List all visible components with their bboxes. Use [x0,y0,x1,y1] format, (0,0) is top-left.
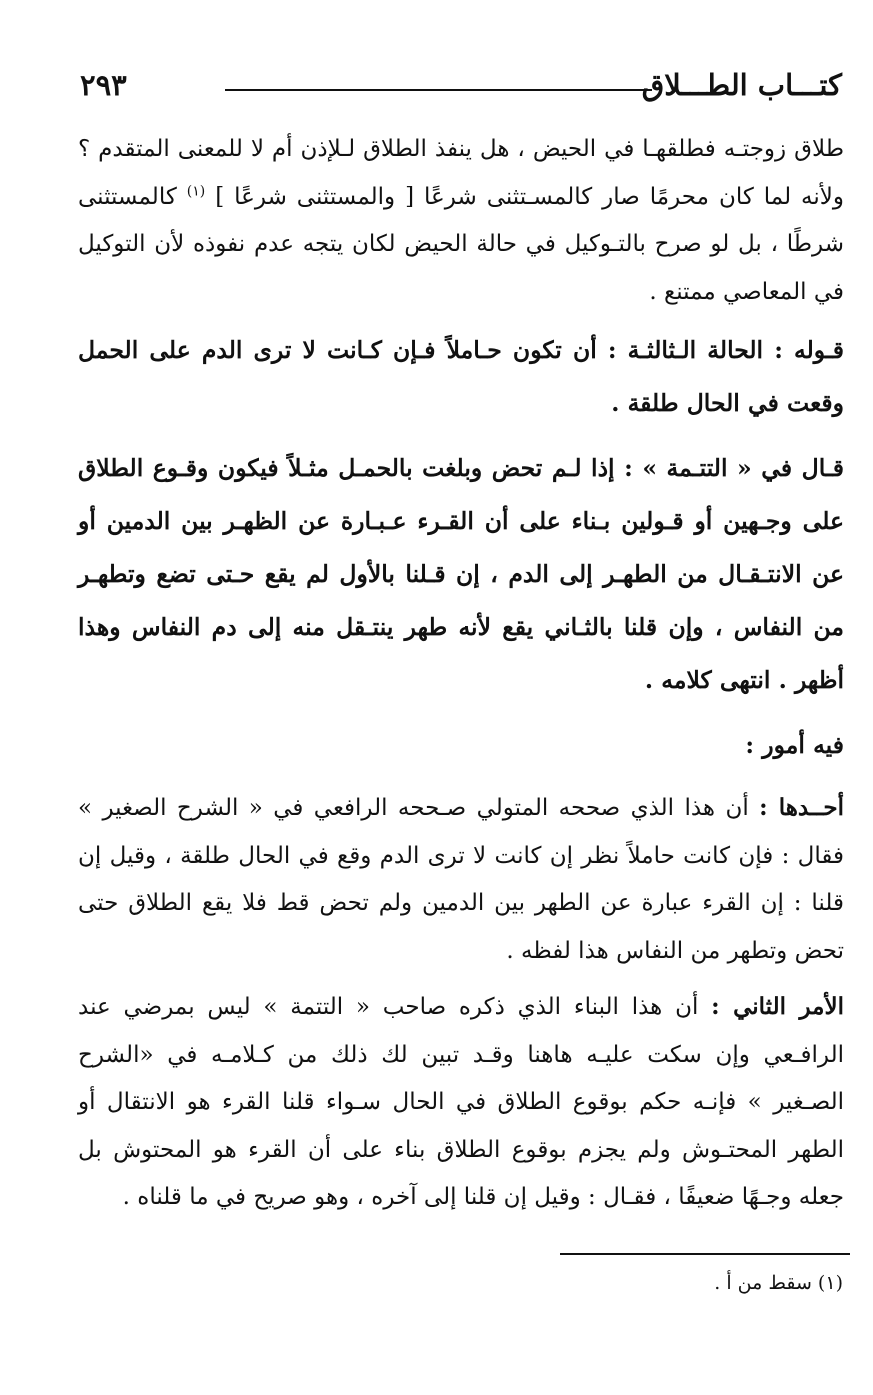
chapter-title: كتـــاب الطـــلاق [641,68,842,102]
paragraph-1 [78,126,844,316]
footnote-rule [560,1253,850,1255]
paragraph-5-lead: أحــدها : [759,794,844,821]
paragraph-6-text: أن هذا البناء الذي ذكره صاحب « التتمة » ليس بمرضي عند الرافـعي وإن سكت عليـه هاهنا وقـد تبين لك ذلك من كـلامـه في «الشرح الصـغير » فإنـه حكم بوقوع الطلاق في الحال سـواء قلنا القرء هو الانتقال أو الطهر المحتـوش ولم يجزم بوقوع الطلاق بناء على أن القرء هو المحتوش بل جعله وجـهًا ضعيفًا ، فقـال : وقيل إن قلنا إلى آخره ، وهو صريح في ما قلناه . [78,994,844,1210]
paragraph-5-text: أن هذا الذي صححه المتولي صـححه الرافعي في « الشرح الصغير » فقال : فإن كانت حاملاً نظر إن كانت لا ترى الدم وقع في الحال طلقة ، وقيل إن قلنا : إن القرء عبارة عن الطهر بين الدمين ولم تحض قط فلا يقع الطلاق حتى تحض وتطهر من النفاس هذا لفظه . [78,795,844,964]
footnote-reference[interactable]: (١) [186,182,206,199]
header-rule [225,89,652,91]
paragraph-4: فيه أمور : [745,731,844,759]
paragraph-6 [78,983,844,1222]
paragraph-5 [78,784,844,975]
paragraph-6-lead: الأمر الثاني : [711,993,844,1020]
page-number: ٢٩٣ [80,68,127,102]
paragraph-3: قـال في « التتـمة » : إذا لـم تحض وبلغت بالحمـل مثـلاً فيكون وقـوع الطلاق على وجـهين أو قـولين بـناء على أن القـرء عـبـارة عن الظهـر بين الدمين أو عن الانتـقـال من الطهـر إلى الدم ، إن قـلنا بالأول لم يقع حـتى تضع وتطهـر من النفاس ، وإن قلنا بالثـاني يقع لأنه طهر ينتـقل منه إلى دم النفاس وهذا أظهر . انتهى كلامه . [78,454,844,694]
paragraph-2: قـوله : الحالة الـثالثـة : أن تكون حـاملاً فـإن كـانت لا ترى الدم على الحمل وقعت في الحال طلقة . [78,336,844,417]
footnote: (١) سقط من أ . [714,1272,843,1294]
running-header [80,68,842,108]
main-text [78,126,844,1230]
paragraph-1-tail: كالمستثنى شرطًا ، بل لو صرح بالتـوكيل في حالة الحيض لكان يتجه عدم نفوذه لأن التوكيل في المعاصي ممتنع . [78,183,844,305]
paragraph-1-text: طلاق زوجتـه فطلقهـا في الحيض ، هل ينفذ الطلاق لـلإذن أم لا للمعنى المتقدم ؟ ولأنه لما كان محرمًا صار كالمسـتثنى شرعًا [ والمستثنى شرعًا ] [78,136,845,210]
